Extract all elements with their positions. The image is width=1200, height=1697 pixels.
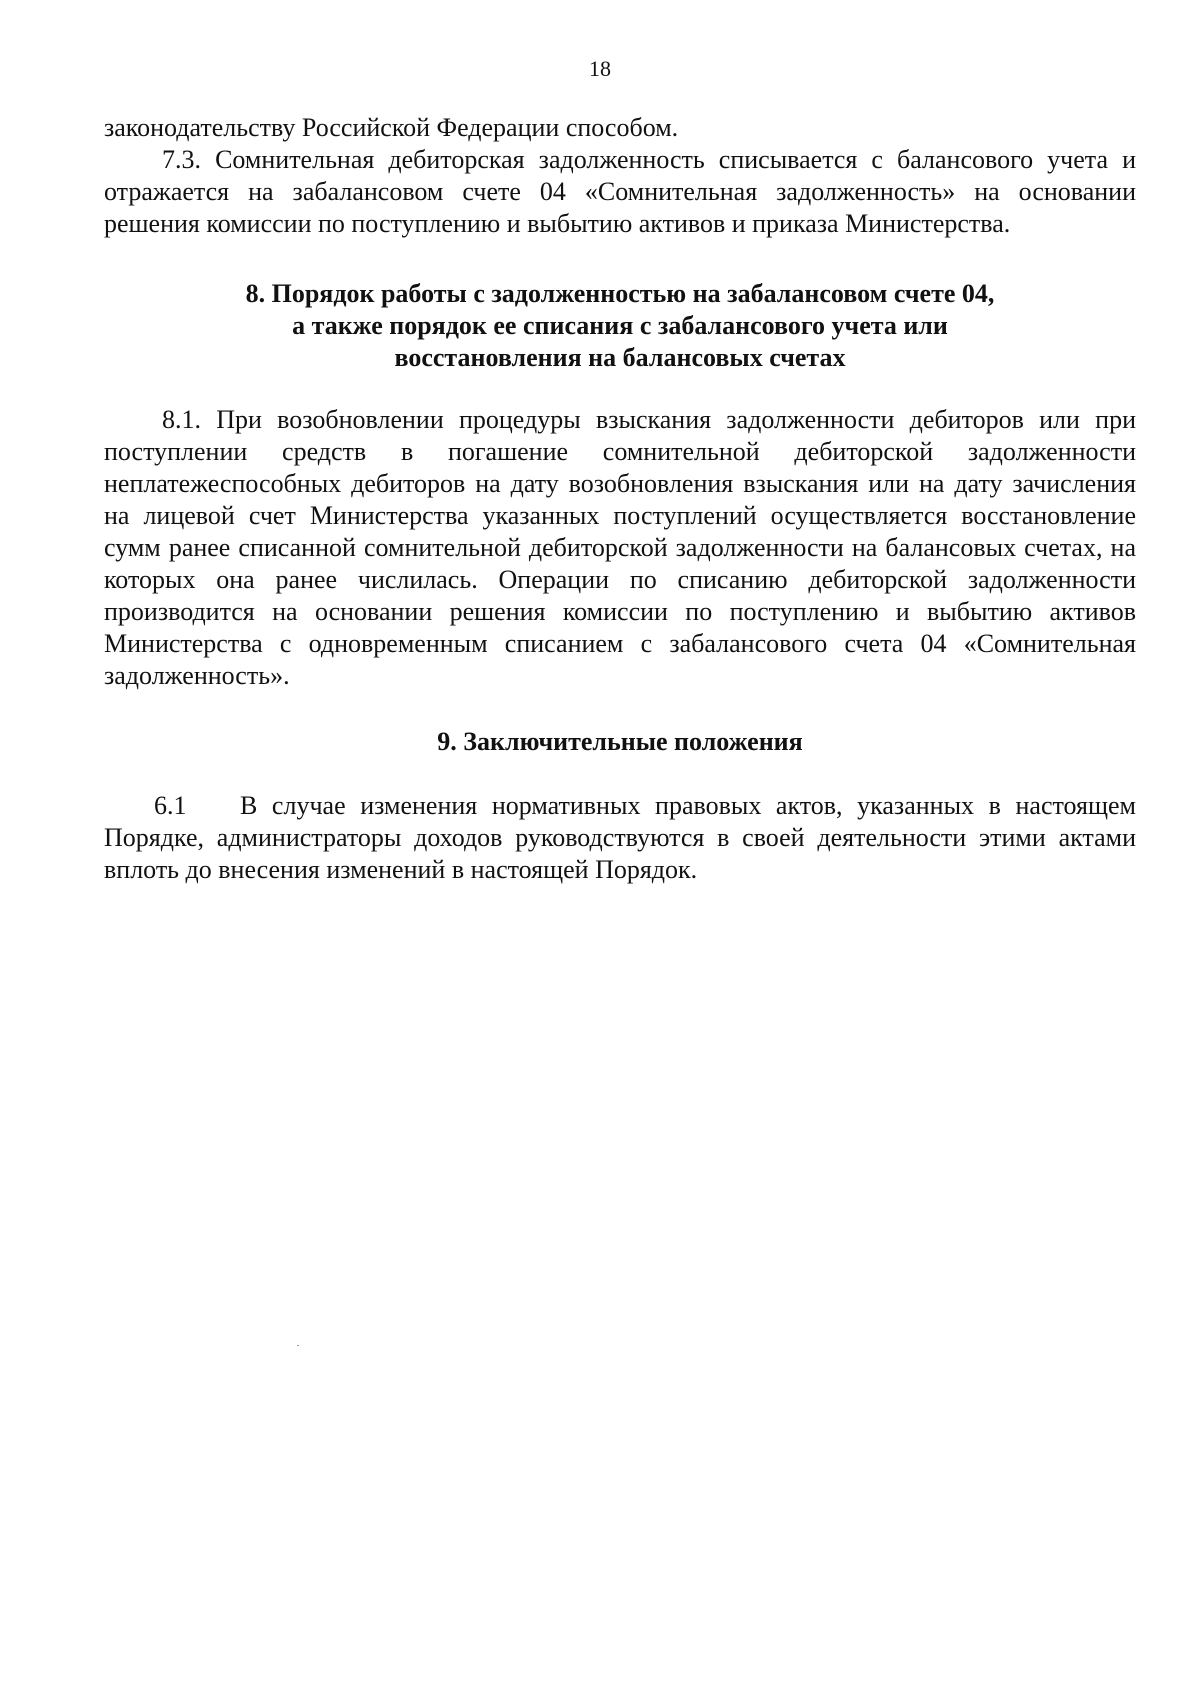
paragraph-6-1-number: 6.1	[154, 791, 187, 820]
paragraph-6-1-text: В случае изменения нормативных правовых актов, указанных в настоящем Порядке, администраторы доходов руководствуются в своей деятельности этими актами вплоть до внесения изменений в настоящей Порядок.	[104, 791, 1136, 884]
document-body	[104, 112, 1136, 886]
section-8-heading-line: восстановления на балансовых счетах	[394, 343, 846, 372]
section-8-heading-line: а также порядок ее списания с забалансового учета или	[292, 311, 948, 340]
section-8-heading-line: 8. Порядок работы с задолженностью на забалансовом счете 04,	[245, 279, 995, 308]
section-8-heading	[104, 278, 1136, 374]
page-number: 18	[589, 56, 611, 81]
paragraph-6-1	[104, 790, 1136, 886]
paragraph-8-1: 8.1. При возобновлении процедуры взыскания задолженности дебиторов или при поступлении средств в погашение сомнительной дебиторской задолженности неплатежеспособных дебиторов на дату возобновления взыскания или на дату зачисления на лицевой счет Министерства указанных поступлений осуществляется восстановление сумм ранее списанной сомнительной дебиторской задолженности на балансовых счетах, на которых она ранее числилась. Операции по списанию дебиторской задолженности производится на основании решения комиссии по поступлению и выбытию активов Министерства с одновременным списанием с забалансового счета 04 «Сомнительная задолженность».	[104, 405, 1136, 690]
section-9-heading: 9. Заключительные положения	[437, 727, 803, 756]
scan-speck	[297, 1345, 299, 1346]
paragraph-7-3: 7.3. Сомнительная дебиторская задолженность списывается с балансового учета и отражается на забалансовом счете 04 «Сомнительная задолженность» на основании решения комиссии по поступлению и выбытию активов и приказа Министерства.	[104, 145, 1136, 238]
paragraph-continuation: законодательству Российской Федерации способом.	[104, 113, 679, 142]
